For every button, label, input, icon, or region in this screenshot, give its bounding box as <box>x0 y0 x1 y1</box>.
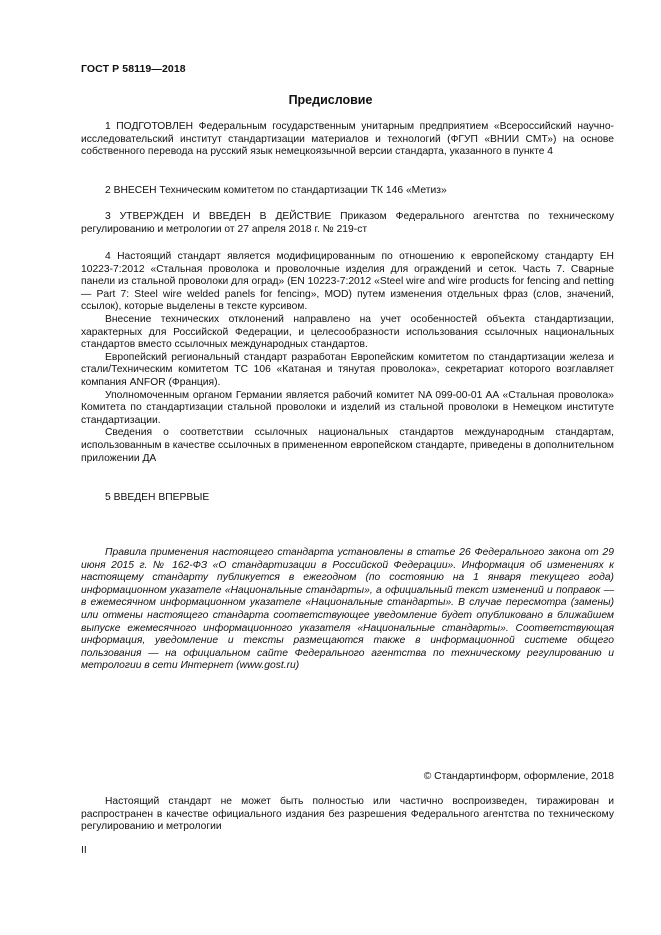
item-5-text: 5 ВВЕДЕН ВПЕРВЫЕ <box>105 492 210 503</box>
application-rules-notice <box>81 547 614 673</box>
item-4-paragraph: Сведения о соответствии ссылочных национальных стандартов международным стандартам, использованным в качестве ссылочных в примененном европейском стандарте, приведены в дополнительном приложении ДА <box>81 427 614 464</box>
item-4-paragraph: Европейский региональный стандарт разработан Европейским комитетом по стандартизации железа и стали/Техническим комитетом ТС 106 «Катаная и тянутая проволока», секретариат которого возглавляет компания ANFOR (Франция). <box>81 351 614 388</box>
item-1 <box>81 121 614 159</box>
item-5 <box>81 492 614 505</box>
item-3-text: 3 УТВЕРЖДЕН И ВВЕДЕН В ДЕЙСТВИЕ Приказом Федерального агентства по техническому регулированию и метрологии от 27 апреля 2018 г. № 219-ст <box>81 211 614 235</box>
item-1-text: 1 ПОДГОТОВЛЕН Федеральным государственным унитарным предприятием «Всероссийский научно-исследовательский институт стандартизации материалов и технологий (ФГУП «ВНИИ СМТ») на основе собственного перевода на русский язык немецкоязычной версии стандарта, указанного в пункте 4 <box>81 121 614 158</box>
page-number: II <box>81 845 87 856</box>
notice-text: Правила применения настоящего стандарта установлены в статье 26 Федерального закона от 29 июня 2015 г. № 162-ФЗ «О стандартизации в Российской Федерации». Информация об изменениях к настоящему стандарту публикуется в ежегодном (по состоянию на 1 января текущего года) информационном указателе «Национальные стандарты», а официальный текст изменений и поправок — в ежемесячном информационном указателе «Национальные стандарты». В случае пересмотра (замены) или отмены настоящего стандарта соответствующее уведомление будет опубликовано в ближайшем выпуске ежемесячного информационного указателя «Национальные стандарты». Соответствующая информация, уведомление и тексты размещаются также в информационной системе общего пользования — на официальном сайте Федерального агентства по техническому регулированию и метрологии в сети Интернет (www.gost.ru) <box>81 547 614 672</box>
item-2-text: 2 ВНЕСЕН Техническим комитетом по стандартизации ТК 146 «Метиз» <box>105 185 447 196</box>
item-2 <box>81 185 614 198</box>
reproduction-notice <box>81 796 614 834</box>
standard-id-header: ГОСТ Р 58119—2018 <box>81 63 186 75</box>
reproduction-text: Настоящий стандарт не может быть полностью или частично воспроизведен, тиражирован и распространен в качестве официального издания без разрешения Федерального агентства по техническому регулированию и метрологии <box>81 796 614 833</box>
item-4 <box>81 251 614 465</box>
item-4-text: 4 Настоящий стандарт является модифицированным по отношению к европейскому стандарту ЕН 10223-7:2012 «Стальная проволока и проволочные изделия для ограждений и сеток. Часть 7. Сварные панели из стальной проволоки для оград» (EN 10223-7:2012 «Steel wire and wire products for fencing and netting — Part 7: Steel wire welded panels for fencing», MOD) путем изменения отдельных фраз (слов, значений, ссылок), которые выделены в тексте курсивом. <box>81 251 614 313</box>
item-4-paragraph: Внесение технических отклонений направлено на учет особенностей объекта стандартизации, характерных для Российской Федерации, и целесообразности использования ссылочных национальных стандартов вместо ссылочных международных стандартов. <box>81 313 614 351</box>
page-title: Предисловие <box>288 93 373 107</box>
item-4-paragraph: Уполномоченным органом Германии является рабочий комитет NA 099-00-01 AA «Стальная проволока» Комитета по стандартизации стальной проволоки и изделий из стальной проволоки в Немецком институте стандартизации. <box>81 389 614 426</box>
item-3 <box>81 211 614 236</box>
copyright-line: © Стандартинформ, оформление, 2018 <box>423 771 614 782</box>
